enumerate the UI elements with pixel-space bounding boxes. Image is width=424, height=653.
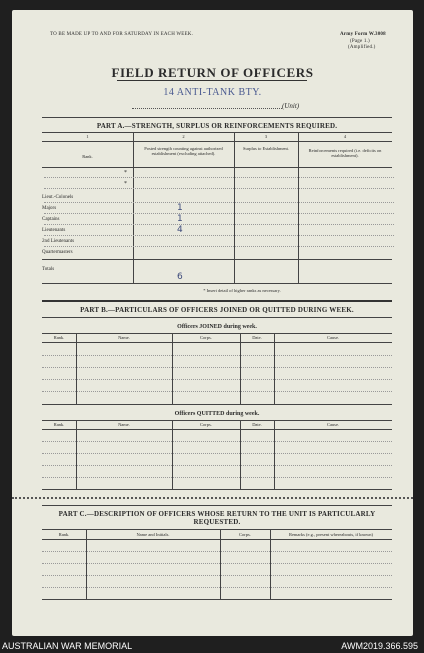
row-line [42, 477, 392, 478]
c-col-divider [86, 529, 87, 599]
row-line [44, 188, 394, 189]
rank-quartermasters: Quartermasters [42, 250, 73, 255]
c-col-divider [270, 529, 271, 599]
table-a-bottom [42, 283, 392, 284]
joined-title: Officers JOINED during week. [177, 324, 257, 330]
row-line [42, 367, 392, 368]
row-line [44, 235, 394, 236]
row-line [42, 563, 392, 564]
title-underline [117, 80, 307, 81]
row-line [42, 441, 392, 442]
part-c-heading-line2: REQUESTED. [193, 518, 241, 526]
quitted-col-name: Name. [118, 422, 130, 427]
row-line [42, 379, 392, 380]
joined-col-divider [240, 333, 241, 404]
quitted-table-rule [42, 429, 392, 430]
col-number: 3 [264, 134, 268, 139]
row-line [42, 587, 392, 588]
form-title: FIELD RETURN OF OFFICERS [111, 65, 314, 80]
quitted-title: Officers QUITTED during week. [174, 411, 260, 417]
table-a-col-divider [298, 132, 299, 283]
amplified-label: (Amplified.) [348, 45, 376, 50]
row-line [42, 391, 392, 392]
table-a-col-divider [133, 132, 134, 283]
section-divider [42, 300, 392, 302]
joined-col-date: Date. [252, 335, 262, 340]
divider [42, 317, 392, 318]
part-a-heading: PART A.—STRENGTH, SURPLUS OR REINFORCEMENTS REQUIRED. [96, 122, 338, 130]
joined-col-name: Name. [118, 335, 130, 340]
row-line [44, 213, 394, 214]
totals-value: 6 [177, 272, 183, 282]
footer-accession-number: AWM2019.366.595 [341, 641, 418, 651]
quitted-col-rank: Rank. [53, 422, 65, 427]
col-number: 4 [343, 134, 347, 139]
col-header-rank: Rank. [82, 154, 93, 159]
quitted-table-bottom [42, 489, 392, 490]
row-line [44, 177, 394, 178]
joined-col-rank: Rank. [53, 335, 65, 340]
rank-lieut-colonels: Lieut.-Colonels [42, 195, 74, 200]
joined-table-rule [42, 342, 392, 343]
joined-col-corps: Corps. [200, 335, 212, 340]
instruction-text: TO BE MADE UP TO AND FOR SATURDAY IN EACH WEEK. [50, 32, 194, 37]
quitted-table-top [42, 420, 392, 421]
totals-label: Totals [42, 267, 55, 272]
c-col-rank: Rank. [58, 532, 70, 537]
quitted-col-divider [240, 420, 241, 489]
joined-table-bottom [42, 404, 392, 405]
joined-col-divider [76, 333, 77, 404]
row-line [42, 453, 392, 454]
joined-col-divider [172, 333, 173, 404]
col-header-surplus: Surplus to Establishment. [242, 146, 290, 151]
divider [42, 505, 392, 506]
page-label: (Page 1.) [350, 39, 370, 44]
unit-label: (Unit) [282, 102, 300, 110]
unit-value: 14 ANTI-TANK BTY. [163, 87, 262, 98]
quitted-col-divider [76, 420, 77, 489]
footer-source: AUSTRALIAN WAR MEMORIAL [2, 641, 133, 651]
joined-col-cause: Cause. [326, 335, 340, 340]
part-b-heading: PART B.—PARTICULARS OF OFFICERS JOINED OR QUITTED DURING WEEK. [80, 306, 354, 314]
form-paper [12, 10, 413, 636]
rank-captains: Captains [42, 217, 60, 222]
row-line [44, 224, 394, 225]
lieutenants-value: 4 [177, 225, 183, 235]
c-col-name: Name and Initials. [136, 532, 170, 537]
part-c-heading-line1: PART C.—DESCRIPTION OF OFFICERS WHOSE RETURN TO THE UNIT IS PARTICULARLY [58, 510, 376, 518]
table-a-top [42, 132, 392, 133]
rank-2nd-lieutenants: 2nd Lieutenants [42, 239, 75, 244]
rank-majors: Majors [42, 206, 57, 211]
rank-lieutenants: Lieutenants [42, 228, 66, 233]
col-number: 2 [182, 134, 185, 139]
row-line [42, 465, 392, 466]
row-line [42, 575, 392, 576]
table-c-top [42, 529, 392, 530]
quitted-col-divider [172, 420, 173, 489]
star-marker: * [124, 170, 127, 176]
row-line [44, 246, 394, 247]
majors-value: 1 [177, 203, 183, 213]
army-form-label: Army Form W.3008 [340, 32, 386, 37]
joined-col-divider [274, 333, 275, 404]
table-a-rule [42, 259, 392, 260]
quitted-col-corps: Corps. [200, 422, 212, 427]
table-a-col-divider [234, 132, 235, 283]
col-header-reinforcements: Reinforcements required (i.e. deficits on establishment). [308, 148, 382, 158]
row-line [44, 202, 394, 203]
c-col-remarks: Remarks (e.g., present whereabouts, if known) [288, 532, 374, 537]
unit-line [132, 108, 282, 109]
col-header-posted: Posted strength counting against authorized establishment (excluding attached). [144, 146, 223, 156]
footnote: * Insert detail of higher ranks as necessary. [203, 288, 281, 293]
table-a-rule [42, 167, 392, 168]
joined-table-top [42, 333, 392, 334]
row-line [42, 355, 392, 356]
tear-line [12, 497, 413, 499]
c-col-divider [220, 529, 221, 599]
captains-value: 1 [177, 214, 183, 224]
col-number: 1 [86, 134, 89, 139]
row-line [42, 551, 392, 552]
quitted-col-divider [274, 420, 275, 489]
quitted-col-cause: Cause. [326, 422, 340, 427]
star-marker: * [124, 181, 127, 187]
divider [42, 117, 392, 118]
table-a-rule [42, 141, 392, 142]
table-c-rule [42, 539, 392, 540]
table-c-bottom [42, 599, 392, 600]
c-col-corps: Corps. [239, 532, 251, 537]
quitted-col-date: Date. [252, 422, 262, 427]
